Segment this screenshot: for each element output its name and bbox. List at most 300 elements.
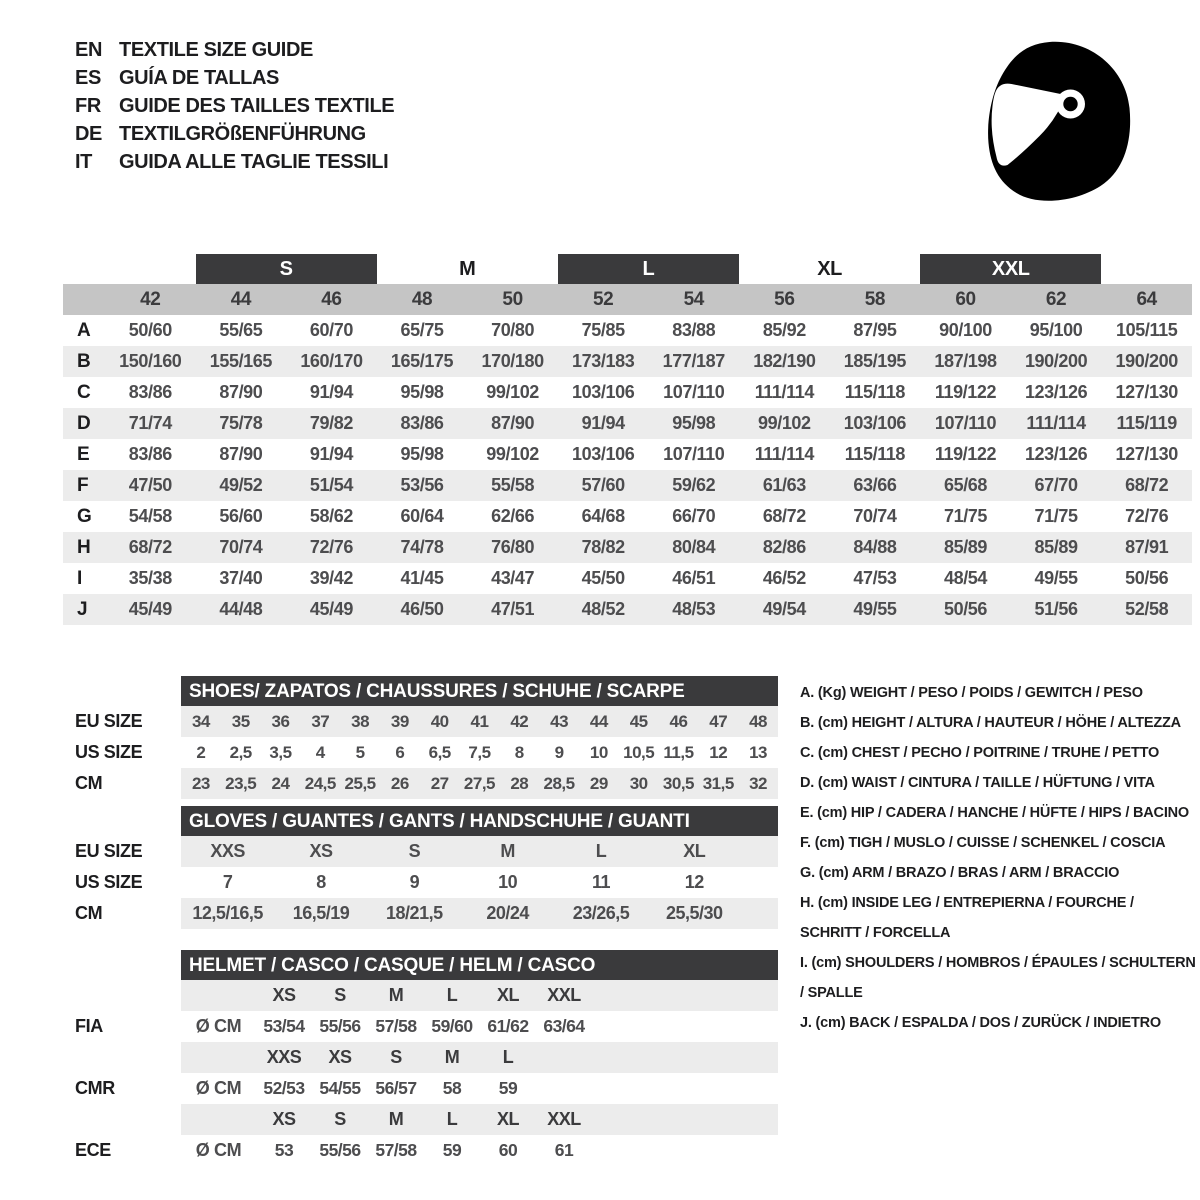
measurement-cell: 107/110 — [920, 408, 1011, 439]
measurement-cell: 111/114 — [1011, 408, 1102, 439]
shoes-value-cell: 3,5 — [269, 743, 292, 762]
size-number-cell: 60 — [920, 284, 1011, 315]
shoes-value-cell: 13 — [749, 743, 768, 762]
size-group-empty — [1101, 254, 1192, 284]
shoes-value-cell: 47 — [709, 712, 728, 731]
language-item — [75, 64, 394, 92]
helmet-sizes-row — [181, 1104, 778, 1135]
helmet-value-cell: 57/58 — [375, 1016, 417, 1036]
measurement-cell: 95/98 — [648, 408, 739, 439]
shoes-value-cell: 41 — [470, 712, 489, 731]
size-number-cell: 56 — [739, 284, 830, 315]
shoes-value-cell: 30 — [629, 774, 648, 793]
measurement-row — [63, 563, 1192, 594]
shoes-value-cell: 26 — [390, 774, 409, 793]
measurement-cell: 103/106 — [830, 408, 921, 439]
measurement-cell: 173/183 — [558, 346, 649, 377]
measurement-cell: 76/80 — [467, 532, 558, 563]
helmet-value-cell: 52/53 — [263, 1078, 305, 1098]
measurement-row — [63, 439, 1192, 470]
measurement-cell: 49/55 — [1034, 568, 1078, 588]
measurement-cell: 119/122 — [934, 382, 997, 402]
measurement-cell: 68/72 — [105, 532, 196, 563]
helmet-size-cell: XS — [272, 985, 296, 1005]
measurement-cell: 123/126 — [1024, 382, 1088, 402]
gloves-value-cell: 18/21,5 — [386, 903, 443, 923]
helmet-standard-label: FIA — [75, 1016, 103, 1036]
measurement-cell: 56/60 — [219, 506, 263, 526]
shoes-size-table — [75, 676, 778, 799]
legend-entry: H. (cm) INSIDE LEG / ENTREPIERNA / FOURCHE / SCHRITT / FORCELLA — [800, 895, 1134, 941]
measurement-cell: 99/102 — [486, 444, 539, 464]
shoes-value-cell: 48 — [749, 712, 768, 731]
measurement-cell: 99/102 — [486, 382, 539, 402]
shoes-value-cell: 40 — [430, 712, 449, 731]
measurement-cell: 50/56 — [920, 594, 1011, 625]
measurement-cell: 83/86 — [128, 382, 172, 402]
measurement-cell: 75/78 — [196, 408, 287, 439]
measurement-cell: 71/74 — [105, 408, 196, 439]
measurement-cell: 190/200 — [1011, 346, 1102, 377]
measurement-cell: 127/130 — [1115, 444, 1178, 464]
measurement-cell: 45/49 — [286, 594, 377, 625]
measurement-cell: 95/98 — [400, 444, 444, 464]
shoes-value-cell: 28 — [510, 774, 529, 793]
size-group-xl: XL — [739, 254, 920, 284]
shoes-value-cell: 12 — [709, 743, 728, 762]
gloves-value-cell: XXS — [210, 841, 245, 861]
measurement-cell: 190/200 — [1101, 346, 1192, 377]
gloves-value-cell: 12 — [684, 872, 704, 892]
language-item — [75, 92, 394, 120]
legend-entry: A. (Kg) WEIGHT / PESO / POIDS / GEWITCH / PESO — [800, 685, 1143, 701]
measurement-cell: 58/62 — [309, 506, 353, 526]
legend-entry: I. (cm) SHOULDERS / HOMBROS / ÉPAULES / SCHULTERN / SPALLE — [800, 955, 1196, 1001]
shoes-value-cell: 35 — [231, 712, 250, 731]
shoes-value-cell: 31,5 — [702, 774, 734, 793]
helmet-size-cell: S — [390, 1047, 402, 1067]
shoes-value-cell: 7,5 — [468, 743, 491, 762]
measurement-cell: 83/86 — [128, 444, 172, 464]
measurement-cell: 111/114 — [754, 382, 814, 402]
shoes-value-cell: 30,5 — [662, 774, 694, 793]
band-corner-cell — [63, 284, 105, 315]
measurement-cell: 62/66 — [491, 506, 535, 526]
helmet-value-cell: 58 — [442, 1078, 462, 1098]
gloves-value-cell: XL — [683, 841, 706, 861]
row-letter: F — [63, 470, 105, 501]
helmet-standard-label: ECE — [75, 1140, 111, 1160]
row-letter: D — [63, 408, 105, 439]
measurement-cell: 44/48 — [196, 594, 287, 625]
shoes-value-cell: 27,5 — [463, 774, 496, 793]
helmet-size-cell: M — [444, 1047, 460, 1067]
language-code: ES — [75, 67, 101, 89]
shoes-value-cell: 42 — [510, 712, 529, 731]
measurement-cell: 95/98 — [400, 382, 444, 402]
measurement-cell: 74/78 — [377, 532, 468, 563]
measurement-cell: 99/102 — [739, 408, 830, 439]
measurement-cell: 103/106 — [572, 382, 635, 402]
measurement-cell: 41/45 — [400, 568, 444, 588]
measurement-cell: 87/90 — [219, 444, 263, 464]
shoes-row — [181, 706, 778, 737]
measurement-cell: 83/86 — [377, 408, 468, 439]
measurement-cell: 182/190 — [739, 346, 830, 377]
language-label: GUIDE DES TAILLES TEXTILE — [119, 95, 395, 117]
language-code: DE — [75, 123, 102, 145]
helmet-size-table — [75, 950, 778, 1166]
measurement-row — [63, 532, 1192, 563]
measurement-cell: 80/84 — [648, 532, 739, 563]
row-letter: E — [77, 443, 90, 465]
main-size-table — [63, 254, 1192, 625]
measurement-cell: 155/165 — [196, 346, 287, 377]
shoes-value-cell: 44 — [589, 712, 608, 731]
size-number-cell: 48 — [377, 284, 468, 315]
measurement-cell: 111/114 — [754, 444, 814, 464]
measurement-cell: 47/53 — [853, 568, 897, 588]
helmet-table-title: HELMET / CASCO / CASQUE / HELM / CASCO — [181, 950, 778, 980]
measurement-cell: 82/86 — [739, 532, 830, 563]
measurement-cell: 55/65 — [219, 320, 263, 340]
measurement-cell: 87/91 — [1101, 532, 1192, 563]
measurement-cell: 48/54 — [943, 568, 988, 588]
helmet-values-row — [181, 1135, 778, 1166]
measurement-cell: 79/82 — [286, 408, 377, 439]
helmet-value-cell: 61/62 — [487, 1016, 529, 1036]
shoes-value-cell: 38 — [351, 712, 370, 731]
measurement-cell: 51/56 — [1011, 594, 1102, 625]
language-label: GUIDA ALLE TAGLIE TESSILI — [119, 151, 389, 173]
helmet-value-cell: 60 — [498, 1140, 518, 1160]
shoes-value-cell: 27 — [430, 774, 449, 793]
measurement-cell: 165/175 — [377, 346, 468, 377]
row-letter: G — [77, 505, 92, 527]
shoes-row — [181, 737, 778, 768]
shoes-value-cell: 25,5 — [344, 774, 376, 793]
size-group-empty — [63, 254, 196, 284]
measurement-cell: 119/122 — [934, 444, 997, 464]
gloves-row — [181, 898, 778, 929]
gloves-value-cell: XS — [309, 841, 333, 861]
helmet-value-cell: 56/57 — [375, 1078, 417, 1098]
gloves-value-cell: 23/26,5 — [572, 903, 630, 923]
measurement-row — [63, 470, 1192, 501]
shoes-value-cell: 4 — [315, 743, 325, 762]
measurement-cell: 91/94 — [309, 382, 353, 402]
gloves-value-cell: 8 — [316, 872, 326, 892]
row-letter: I — [77, 567, 82, 589]
helmet-value-cell: 57/58 — [375, 1140, 417, 1160]
measurement-cell: 68/72 — [1101, 470, 1192, 501]
helmet-size-cell: L — [446, 985, 458, 1005]
legend-entry: D. (cm) WAIST / CINTURA / TAILLE / HÜFTUNG / VITA — [800, 775, 1155, 791]
measurement-cell: 91/94 — [558, 408, 649, 439]
gloves-value-cell: 20/24 — [486, 903, 529, 923]
measurement-cell: 71/75 — [943, 506, 988, 526]
measurement-cell: 71/75 — [1034, 506, 1078, 526]
helmet-size-cell: L — [446, 1109, 458, 1129]
size-number-row — [63, 284, 1192, 315]
shoes-value-cell: 8 — [514, 743, 524, 762]
helmet-standard-label: CMR — [75, 1078, 115, 1098]
measurement-cell: 185/195 — [830, 346, 921, 377]
shoes-row-label: EU SIZE — [75, 711, 143, 731]
measurement-cell: 50/60 — [128, 320, 172, 340]
measurement-cell: 46/52 — [762, 568, 806, 588]
measurement-cell: 50/56 — [1125, 568, 1169, 588]
measurement-cell: 66/70 — [672, 506, 716, 526]
helmet-unit-cell: Ø CM — [195, 1016, 242, 1036]
size-number-cell: 62 — [1011, 284, 1102, 315]
measurement-cell: 87/90 — [219, 382, 263, 402]
shoes-value-cell: 34 — [191, 712, 210, 731]
helmet-size-cell: XL — [496, 1109, 519, 1129]
helmet-value-cell: 59 — [442, 1140, 462, 1160]
measurement-cell: 60/70 — [309, 320, 353, 340]
helmet-size-cell: M — [388, 985, 404, 1005]
measurement-cell: 57/60 — [558, 470, 649, 501]
size-number-cell: 54 — [648, 284, 739, 315]
measurement-cell: 68/72 — [762, 506, 806, 526]
shoes-value-cell: 46 — [669, 712, 688, 731]
shoes-row — [181, 768, 778, 799]
language-item — [75, 148, 394, 176]
legend-entry: F. (cm) TIGH / MUSLO / CUISSE / SCHENKEL / COSCIA — [800, 835, 1166, 851]
shoes-value-cell: 11,5 — [663, 743, 694, 762]
size-group-xxl: XXL — [920, 254, 1101, 284]
helmet-size-cell: XS — [328, 1047, 352, 1067]
helmet-value-cell: 61 — [554, 1140, 574, 1160]
row-letter: B — [63, 346, 105, 377]
language-code: IT — [75, 151, 92, 173]
helmet-size-cell: M — [388, 1109, 404, 1129]
measurement-cell: 49/54 — [739, 594, 830, 625]
shoes-value-cell: 2 — [196, 743, 206, 762]
gloves-row-label: EU SIZE — [75, 841, 143, 861]
shoes-table-title: SHOES/ ZAPATOS / CHAUSSURES / SCHUHE / SCARPE — [181, 676, 778, 706]
shoes-value-cell: 39 — [390, 712, 409, 731]
measurement-cell: 70/80 — [491, 320, 535, 340]
size-group-m: M — [377, 254, 558, 284]
measurement-row — [63, 377, 1192, 408]
measurement-cell: 160/170 — [286, 346, 377, 377]
helmet-size-cell: S — [334, 985, 346, 1005]
measurement-cell: 85/89 — [920, 532, 1011, 563]
shoes-value-cell: 29 — [589, 774, 608, 793]
legend-entry: C. (cm) CHEST / PECHO / POITRINE / TRUHE / PETTO — [800, 745, 1160, 761]
language-label: GUÍA DE TALLAS — [119, 67, 279, 89]
measurement-cell: 49/55 — [830, 594, 921, 625]
language-code: EN — [75, 39, 102, 61]
helmet-value-cell: 55/56 — [319, 1140, 361, 1160]
measurement-cell: 39/42 — [309, 568, 353, 588]
size-number-cell: 50 — [467, 284, 558, 315]
measurement-cell: 64/68 — [581, 506, 625, 526]
helmet-size-spacer — [181, 980, 256, 1011]
helmet-unit-cell: Ø CM — [195, 1140, 242, 1160]
measurement-cell: 150/160 — [105, 346, 196, 377]
helmet-unit-cell: Ø CM — [195, 1078, 242, 1098]
shoes-row-label: US SIZE — [75, 742, 143, 762]
language-item — [75, 36, 394, 64]
helmet-value-cell: 59 — [498, 1078, 518, 1098]
size-number-cell: 44 — [196, 284, 287, 315]
gloves-value-cell: S — [408, 841, 421, 861]
measurement-row — [63, 315, 1192, 346]
gloves-value-cell: L — [595, 841, 607, 861]
measurement-row — [63, 501, 1192, 532]
shoes-value-cell: 24 — [271, 774, 290, 793]
measurement-cell: 105/115 — [1116, 320, 1178, 340]
measurement-cell: 83/88 — [672, 320, 716, 340]
measurement-cell: 46/51 — [672, 568, 716, 588]
measurement-cell: 54/58 — [128, 506, 172, 526]
measurement-cell: 123/126 — [1024, 444, 1088, 464]
gloves-value-cell: 16,5/19 — [292, 903, 350, 923]
helmet-size-cell: XXL — [547, 985, 581, 1005]
shoes-value-cell: 37 — [311, 712, 330, 731]
helmet-size-cell: XXS — [266, 1047, 302, 1067]
measurement-cell: 187/198 — [920, 346, 1011, 377]
row-letter: J — [63, 594, 105, 625]
legend-entry: E. (cm) HIP / CADERA / HANCHE / HÜFTE / HIPS / BACINO — [800, 805, 1189, 821]
measurement-cell: 115/119 — [1101, 408, 1192, 439]
measurement-cell: 48/52 — [558, 594, 649, 625]
measurement-cell: 127/130 — [1115, 382, 1178, 402]
legend-entry: B. (cm) HEIGHT / ALTURA / HAUTEUR / HÖHE / ALTEZZA — [800, 715, 1181, 731]
measurement-cell: 78/82 — [558, 532, 649, 563]
shoes-value-cell: 23 — [191, 774, 210, 793]
helmet-values-row — [181, 1011, 778, 1042]
gloves-value-cell: 9 — [409, 872, 420, 892]
shoes-value-cell: 36 — [271, 712, 290, 731]
measurement-cell: 35/38 — [128, 568, 172, 588]
measurement-cell: 61/63 — [739, 470, 830, 501]
measurement-cell: 55/58 — [467, 470, 558, 501]
shoes-value-cell: 2,5 — [229, 743, 252, 762]
measurement-cell: 37/40 — [219, 568, 263, 588]
row-letter: A — [77, 319, 91, 341]
shoes-value-cell: 6,5 — [428, 743, 451, 762]
measurement-cell: 170/180 — [467, 346, 558, 377]
helmet-value-cell — [536, 1073, 592, 1104]
measurement-row — [63, 408, 1192, 439]
gloves-row — [181, 867, 778, 898]
helmet-value-cell: 53/54 — [263, 1016, 305, 1036]
gloves-value-cell: 12,5/16,5 — [192, 903, 263, 923]
measurement-cell: 70/74 — [196, 532, 287, 563]
measurement-cell: 107/110 — [663, 444, 725, 464]
legend-entry: G. (cm) ARM / BRAZO / BRAS / ARM / BRACCIO — [800, 865, 1120, 881]
legend-entry: J. (cm) BACK / ESPALDA / DOS / ZURÜCK / INDIETRO — [800, 1015, 1161, 1031]
measurement-cell: 87/95 — [853, 320, 897, 340]
measurement-cell: 75/85 — [581, 320, 625, 340]
measurement-cell: 95/100 — [1029, 320, 1083, 340]
measurement-legend — [800, 678, 1198, 1038]
measurement-cell: 45/49 — [105, 594, 196, 625]
shoes-row-label: CM — [75, 773, 103, 793]
size-number-cell: 46 — [286, 284, 377, 315]
measurement-cell: 63/66 — [830, 470, 921, 501]
size-number-cell: 64 — [1101, 284, 1192, 315]
size-group-s: S — [196, 254, 377, 284]
gloves-value-cell: 10 — [498, 872, 518, 892]
measurement-cell: 48/53 — [648, 594, 739, 625]
shoes-value-cell: 5 — [355, 743, 365, 762]
measurement-cell: 52/58 — [1101, 594, 1192, 625]
helmet-size-cell: XL — [496, 985, 519, 1005]
measurement-cell: 115/118 — [844, 444, 906, 464]
measurement-cell: 87/90 — [467, 408, 558, 439]
helmet-value-cell: 53 — [274, 1140, 294, 1160]
row-letter: H — [63, 532, 105, 563]
helmet-size-spacer — [181, 1042, 256, 1073]
measurement-cell: 47/50 — [105, 470, 196, 501]
gloves-row-label: US SIZE — [75, 872, 143, 892]
measurement-row — [63, 594, 1192, 625]
row-letter: C — [77, 381, 91, 403]
measurement-cell: 177/187 — [648, 346, 739, 377]
shoes-value-cell: 23,5 — [225, 774, 257, 793]
measurement-cell: 84/88 — [830, 532, 921, 563]
measurement-cell: 53/56 — [377, 470, 468, 501]
measurement-cell: 115/118 — [844, 382, 906, 402]
measurement-row — [63, 346, 1192, 377]
helmet-sizes-row — [181, 1042, 778, 1073]
helmet-size-cell — [536, 1042, 592, 1073]
gloves-value-cell: 11 — [591, 872, 610, 892]
gloves-table-title: GLOVES / GUANTES / GANTS / HANDSCHUHE / GUANTI — [181, 806, 778, 836]
helmet-size-cell: XXL — [547, 1109, 581, 1129]
measurement-cell: 45/50 — [581, 568, 625, 588]
helmet-size-cell: S — [334, 1109, 346, 1129]
language-code: FR — [75, 95, 101, 117]
measurement-cell: 103/106 — [572, 444, 635, 464]
shoes-value-cell: 6 — [395, 743, 405, 762]
measurement-cell: 67/70 — [1011, 470, 1102, 501]
size-number-cell: 52 — [558, 284, 649, 315]
helmet-value-cell: 55/56 — [319, 1016, 361, 1036]
measurement-cell: 90/100 — [939, 320, 992, 340]
shoes-value-cell: 43 — [550, 712, 569, 731]
measurement-cell: 47/51 — [467, 594, 558, 625]
gloves-row — [181, 836, 778, 867]
helmet-value-cell: 63/64 — [543, 1016, 585, 1036]
shoes-value-cell: 9 — [554, 743, 564, 762]
helmet-sizes-row — [181, 980, 778, 1011]
shoes-value-cell: 10 — [589, 743, 608, 762]
size-number-cell: 58 — [830, 284, 921, 315]
measurement-cell: 91/94 — [309, 444, 353, 464]
shoes-value-cell: 32 — [749, 774, 768, 793]
gloves-value-cell: M — [500, 841, 515, 861]
size-number-cell: 42 — [105, 284, 196, 315]
measurement-cell: 65/68 — [920, 470, 1011, 501]
helmet-size-spacer — [181, 1104, 256, 1135]
measurement-cell: 60/64 — [400, 506, 444, 526]
shoes-value-cell: 24,5 — [304, 774, 336, 793]
measurement-cell: 107/110 — [663, 382, 725, 402]
helmet-size-cell: XS — [272, 1109, 296, 1129]
measurement-cell: 59/62 — [648, 470, 739, 501]
shoes-value-cell: 10,5 — [623, 743, 655, 762]
language-item — [75, 120, 394, 148]
measurement-cell: 49/52 — [196, 470, 287, 501]
gloves-value-cell: 7 — [222, 872, 233, 892]
measurement-cell: 85/89 — [1011, 532, 1102, 563]
